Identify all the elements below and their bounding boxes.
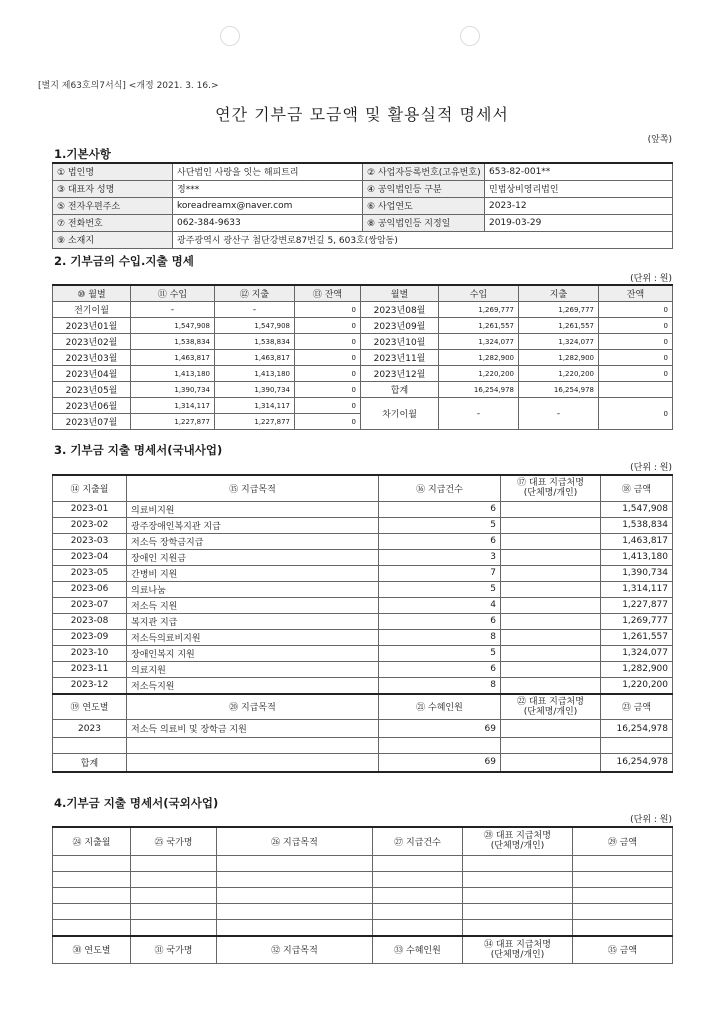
recipient-cell xyxy=(501,720,601,738)
column-header: 잔액 xyxy=(599,285,673,302)
table-row xyxy=(53,382,673,398)
basic-info-row xyxy=(53,180,673,197)
field-value: 2023-12 xyxy=(485,197,673,214)
empty-cell xyxy=(53,887,131,903)
count-cell: 4 xyxy=(379,597,501,613)
count-cell: 3 xyxy=(379,549,501,565)
expense-cell: 1,390,734 xyxy=(215,382,295,398)
income-cell: - xyxy=(439,398,519,430)
table-row xyxy=(53,597,673,613)
empty-cell xyxy=(127,738,379,754)
income-cell: 1,390,734 xyxy=(131,382,215,398)
empty-cell xyxy=(373,855,463,871)
count-cell: 7 xyxy=(379,565,501,581)
month-cell: 2023-10 xyxy=(53,645,127,661)
table-row xyxy=(53,350,673,366)
balance-cell: 0 xyxy=(599,398,673,430)
amount-cell: 1,282,900 xyxy=(601,661,673,677)
table-row xyxy=(53,919,673,936)
field-value: 정*** xyxy=(173,180,363,197)
income-cell: 1,227,877 xyxy=(131,414,215,430)
amount-cell: 1,220,200 xyxy=(601,677,673,694)
recipient-cell xyxy=(501,645,601,661)
purpose-cell: 저소득 장학금지급 xyxy=(127,533,379,549)
count-cell: 8 xyxy=(379,677,501,694)
empty-cell xyxy=(53,903,131,919)
table-row xyxy=(53,318,673,334)
column-header: 지출 xyxy=(519,285,599,302)
empty-cell xyxy=(217,887,373,903)
expense-cell: - xyxy=(215,302,295,318)
balance-cell: 0 xyxy=(599,318,673,334)
table-row xyxy=(53,549,673,565)
field-label: ④ 공익법인등 구분 xyxy=(363,180,485,197)
month-cell: 2023년06월 xyxy=(53,398,131,414)
count-cell: 6 xyxy=(379,613,501,629)
month-cell: 2023년05월 xyxy=(53,382,131,398)
people-cell: 69 xyxy=(379,720,501,738)
income-cell: 1,538,834 xyxy=(131,334,215,350)
form-id: [별지 제63호의7서식] <개정 2021. 3. 16.> xyxy=(38,81,219,91)
column-header: ⑬ 잔액 xyxy=(295,285,361,302)
amount-cell: 1,227,877 xyxy=(601,597,673,613)
empty-cell xyxy=(573,855,673,871)
empty-cell xyxy=(501,754,601,772)
table-row xyxy=(53,302,673,318)
amount-cell: 16,254,978 xyxy=(601,720,673,738)
field-value: 653-82-001** xyxy=(485,163,673,180)
income-cell: 1,547,908 xyxy=(131,318,215,334)
column-header: ㉗ 지급건수 xyxy=(373,827,463,855)
empty-cell xyxy=(379,738,501,754)
count-cell: 5 xyxy=(379,517,501,533)
empty-cell xyxy=(131,919,217,936)
purpose-cell: 저소득 의료비 및 장학금 지원 xyxy=(127,720,379,738)
expense-cell: 1,324,077 xyxy=(519,334,599,350)
amount-cell: 1,314,117 xyxy=(601,581,673,597)
column-header: ⑮ 지급목적 xyxy=(127,475,379,501)
empty-cell xyxy=(463,871,573,887)
column-header: ⑩ 월별 xyxy=(53,285,131,302)
expense-cell: 1,314,117 xyxy=(215,398,295,414)
income-cell: 1,324,077 xyxy=(439,334,519,350)
income-cell: 1,282,900 xyxy=(439,350,519,366)
page-side: (앞쪽) xyxy=(647,135,672,145)
income-cell: 1,314,117 xyxy=(131,398,215,414)
amount-cell: 1,390,734 xyxy=(601,565,673,581)
balance-cell: 0 xyxy=(599,366,673,382)
column-header: ㉖ 지급목적 xyxy=(217,827,373,855)
month-cell: 2023-04 xyxy=(53,549,127,565)
section2-unit: (단위 : 원) xyxy=(630,274,672,284)
month-cell: 2023-08 xyxy=(53,613,127,629)
month-cell: 2023-11 xyxy=(53,661,127,677)
empty-cell xyxy=(463,903,573,919)
empty-cell xyxy=(127,754,379,772)
month-cell: 합계 xyxy=(361,382,439,398)
empty-cell xyxy=(573,871,673,887)
column-header: ㉑ 수혜인원 xyxy=(379,694,501,720)
empty-cell xyxy=(463,855,573,871)
basic-info-row xyxy=(53,231,673,248)
month-cell: 2023년01월 xyxy=(53,318,131,334)
balance-cell: 0 xyxy=(599,334,673,350)
yearly-header-row xyxy=(53,694,673,720)
total-label: 합계 xyxy=(53,754,127,772)
amount-cell: 1,547,908 xyxy=(601,501,673,517)
amount-cell: 1,413,180 xyxy=(601,549,673,565)
column-header: ⑫ 지출 xyxy=(215,285,295,302)
column-header: ㉟ 금액 xyxy=(573,936,673,964)
column-header: ㉒ 대표 지급처명 (단체명/개인) xyxy=(501,694,601,720)
amount-cell: 1,538,834 xyxy=(601,517,673,533)
table-row xyxy=(53,613,673,629)
recipient-cell xyxy=(501,533,601,549)
column-header: ⑰ 대표 지급처명 (단체명/개인) xyxy=(501,475,601,501)
empty-cell xyxy=(373,871,463,887)
column-header: ㉙ 금액 xyxy=(573,827,673,855)
month-cell: 2023년10월 xyxy=(361,334,439,350)
header-row xyxy=(53,827,673,855)
field-label: ③ 대표자 성명 xyxy=(53,180,173,197)
expense-cell: 1,413,180 xyxy=(215,366,295,382)
balance-cell: 0 xyxy=(295,350,361,366)
month-cell: 2023년03월 xyxy=(53,350,131,366)
column-header: ⑱ 금액 xyxy=(601,475,673,501)
field-value: 062-384-9633 xyxy=(173,214,363,231)
expense-cell: 1,261,557 xyxy=(519,318,599,334)
column-header: ⑲ 연도별 xyxy=(53,694,127,720)
table-row xyxy=(53,738,673,754)
people-cell: 69 xyxy=(379,754,501,772)
purpose-cell: 저소득의료비지원 xyxy=(127,629,379,645)
balance-cell: 0 xyxy=(295,366,361,382)
table-row xyxy=(53,677,673,694)
table-row xyxy=(53,398,673,414)
punch-hole-right xyxy=(460,26,480,46)
empty-cell xyxy=(217,855,373,871)
balance-cell xyxy=(599,382,673,398)
column-header: ㉝ 수혜인원 xyxy=(373,936,463,964)
balance-cell: 0 xyxy=(295,302,361,318)
amount-cell: 1,261,557 xyxy=(601,629,673,645)
purpose-cell: 장애인복지 지원 xyxy=(127,645,379,661)
expense-cell: 16,254,978 xyxy=(519,382,599,398)
basic-info-row xyxy=(53,197,673,214)
income-cell: 16,254,978 xyxy=(439,382,519,398)
column-header: ⑭ 지출월 xyxy=(53,475,127,501)
recipient-cell xyxy=(501,629,601,645)
purpose-cell: 저소득지원 xyxy=(127,677,379,694)
empty-cell xyxy=(373,887,463,903)
column-header: ㉜ 지급목적 xyxy=(217,936,373,964)
balance-cell: 0 xyxy=(295,318,361,334)
purpose-cell: 저소득 지원 xyxy=(127,597,379,613)
count-cell: 6 xyxy=(379,661,501,677)
month-cell: 2023-01 xyxy=(53,501,127,517)
table-row xyxy=(53,517,673,533)
section4-unit: (단위 : 원) xyxy=(630,815,672,825)
purpose-cell: 간병비 지원 xyxy=(127,565,379,581)
empty-cell xyxy=(573,903,673,919)
income-cell: 1,269,777 xyxy=(439,302,519,318)
month-cell: 차기이월 xyxy=(361,398,439,430)
count-cell: 6 xyxy=(379,501,501,517)
section3-unit: (단위 : 원) xyxy=(630,463,672,473)
domestic-expense-table xyxy=(52,474,673,773)
empty-cell xyxy=(463,887,573,903)
section1-heading: 1.기본사항 xyxy=(54,147,111,161)
recipient-cell xyxy=(501,661,601,677)
field-label: ① 법인명 xyxy=(53,163,173,180)
column-header: ㉕ 국가명 xyxy=(131,827,217,855)
count-cell: 5 xyxy=(379,645,501,661)
field-value: 사단법인 사랑을 잇는 해피트리 xyxy=(173,163,363,180)
empty-cell xyxy=(217,871,373,887)
year-cell: 2023 xyxy=(53,720,127,738)
purpose-cell: 장애인 지원금 xyxy=(127,549,379,565)
empty-cell xyxy=(501,738,601,754)
month-cell: 2023년11월 xyxy=(361,350,439,366)
income-expense-table xyxy=(52,284,673,430)
month-cell: 2023년02월 xyxy=(53,334,131,350)
column-header: ㉞ 대표 지급처명 (단체명/개인) xyxy=(463,936,573,964)
section2-heading: 2. 기부금의 수입.지출 명세 xyxy=(54,254,194,268)
month-cell: 2023년08월 xyxy=(361,302,439,318)
field-label: ⑧ 공익법인등 지정일 xyxy=(363,214,485,231)
month-cell: 2023년09월 xyxy=(361,318,439,334)
purpose-cell: 의료나눔 xyxy=(127,581,379,597)
overseas-expense-table xyxy=(52,826,673,964)
table-row xyxy=(53,887,673,903)
field-value: 2019-03-29 xyxy=(485,214,673,231)
purpose-cell: 의료지원 xyxy=(127,661,379,677)
month-cell: 전기이월 xyxy=(53,302,131,318)
column-header: 월별 xyxy=(361,285,439,302)
month-cell: 2023-06 xyxy=(53,581,127,597)
field-label: ⑨ 소재지 xyxy=(53,231,173,248)
column-header: ⑪ 수입 xyxy=(131,285,215,302)
expense-cell: 1,220,200 xyxy=(519,366,599,382)
empty-cell xyxy=(373,919,463,936)
expense-cell: 1,282,900 xyxy=(519,350,599,366)
table-row xyxy=(53,366,673,382)
income-cell: 1,463,817 xyxy=(131,350,215,366)
balance-cell: 0 xyxy=(295,334,361,350)
expense-cell: - xyxy=(519,398,599,430)
table-row xyxy=(53,501,673,517)
month-cell: 2023-07 xyxy=(53,597,127,613)
empty-cell xyxy=(131,855,217,871)
income-cell: 1,261,557 xyxy=(439,318,519,334)
count-cell: 6 xyxy=(379,533,501,549)
table-row xyxy=(53,565,673,581)
empty-cell xyxy=(573,887,673,903)
table-row xyxy=(53,855,673,871)
month-cell: 2023-09 xyxy=(53,629,127,645)
expense-cell: 1,227,877 xyxy=(215,414,295,430)
table-row xyxy=(53,661,673,677)
empty-cell xyxy=(573,919,673,936)
basic-info-row xyxy=(53,163,673,180)
balance-cell: 0 xyxy=(295,414,361,430)
section4-heading: 4.기부금 지출 명세서(국외사업) xyxy=(54,796,219,810)
recipient-cell xyxy=(501,613,601,629)
table-row xyxy=(53,645,673,661)
empty-cell xyxy=(217,903,373,919)
yearly-header-row xyxy=(53,936,673,964)
purpose-cell: 의료비지원 xyxy=(127,501,379,517)
empty-cell xyxy=(53,738,127,754)
month-cell: 2023-05 xyxy=(53,565,127,581)
recipient-cell xyxy=(501,501,601,517)
empty-cell xyxy=(601,738,673,754)
table-row xyxy=(53,903,673,919)
section3-heading: 3. 기부금 지출 명세서(국내사업) xyxy=(54,443,223,457)
expense-cell: 1,547,908 xyxy=(215,318,295,334)
purpose-cell: 광주장애인복지관 지급 xyxy=(127,517,379,533)
month-cell: 2023-03 xyxy=(53,533,127,549)
recipient-cell xyxy=(501,549,601,565)
income-cell: - xyxy=(131,302,215,318)
balance-cell: 0 xyxy=(599,350,673,366)
field-label: ⑦ 전화번호 xyxy=(53,214,173,231)
empty-cell xyxy=(131,871,217,887)
column-header: 수입 xyxy=(439,285,519,302)
address-value: 광주광역시 광산구 첨단강변로87번길 5, 603호(쌍암동) xyxy=(173,231,673,248)
income-cell: 1,220,200 xyxy=(439,366,519,382)
expense-cell: 1,269,777 xyxy=(519,302,599,318)
page-title: 연간 기부금 모금액 및 활용실적 명세서 xyxy=(215,105,509,124)
empty-cell xyxy=(53,871,131,887)
field-value: 민법상비영리법인 xyxy=(485,180,673,197)
month-cell: 2023-12 xyxy=(53,677,127,694)
empty-cell xyxy=(131,903,217,919)
column-header: ㉘ 대표 지급처명 (단체명/개인) xyxy=(463,827,573,855)
table-row xyxy=(53,581,673,597)
column-header: ㉚ 연도별 xyxy=(53,936,131,964)
empty-cell xyxy=(53,855,131,871)
column-header: ㉛ 국가명 xyxy=(131,936,217,964)
balance-cell: 0 xyxy=(295,382,361,398)
header-row xyxy=(53,475,673,501)
balance-cell: 0 xyxy=(295,398,361,414)
recipient-cell xyxy=(501,581,601,597)
recipient-cell xyxy=(501,565,601,581)
purpose-cell: 복지관 지급 xyxy=(127,613,379,629)
balance-cell: 0 xyxy=(599,302,673,318)
recipient-cell xyxy=(501,677,601,694)
column-header: ㉔ 지출월 xyxy=(53,827,131,855)
empty-cell xyxy=(217,919,373,936)
empty-cell xyxy=(131,887,217,903)
field-label: ⑥ 사업연도 xyxy=(363,197,485,214)
month-cell: 2023년07월 xyxy=(53,414,131,430)
recipient-cell xyxy=(501,597,601,613)
empty-cell xyxy=(373,903,463,919)
empty-cell xyxy=(463,919,573,936)
income-cell: 1,413,180 xyxy=(131,366,215,382)
count-cell: 5 xyxy=(379,581,501,597)
count-cell: 8 xyxy=(379,629,501,645)
punch-hole-left xyxy=(220,26,240,46)
expense-cell: 1,538,834 xyxy=(215,334,295,350)
amount-cell: 1,463,817 xyxy=(601,533,673,549)
table-row xyxy=(53,533,673,549)
column-header: ㉓ 금액 xyxy=(601,694,673,720)
field-value: koreadreamx@naver.com xyxy=(173,197,363,214)
amount-cell: 1,324,077 xyxy=(601,645,673,661)
month-cell: 2023년12월 xyxy=(361,366,439,382)
empty-cell xyxy=(53,919,131,936)
amount-cell: 16,254,978 xyxy=(601,754,673,772)
expense-cell: 1,463,817 xyxy=(215,350,295,366)
field-label: ② 사업자등록번호(고유번호) xyxy=(363,163,485,180)
table-row xyxy=(53,629,673,645)
column-header: ⑯ 지급건수 xyxy=(379,475,501,501)
total-row xyxy=(53,754,673,772)
amount-cell: 1,269,777 xyxy=(601,613,673,629)
header-row xyxy=(53,285,673,302)
basic-info-row xyxy=(53,214,673,231)
recipient-cell xyxy=(501,517,601,533)
field-label: ⑤ 전자우편주소 xyxy=(53,197,173,214)
yearly-row xyxy=(53,720,673,738)
month-cell: 2023년04월 xyxy=(53,366,131,382)
table-row xyxy=(53,871,673,887)
basic-info-table xyxy=(52,162,673,249)
month-cell: 2023-02 xyxy=(53,517,127,533)
column-header: ⑳ 지급목적 xyxy=(127,694,379,720)
table-row xyxy=(53,334,673,350)
